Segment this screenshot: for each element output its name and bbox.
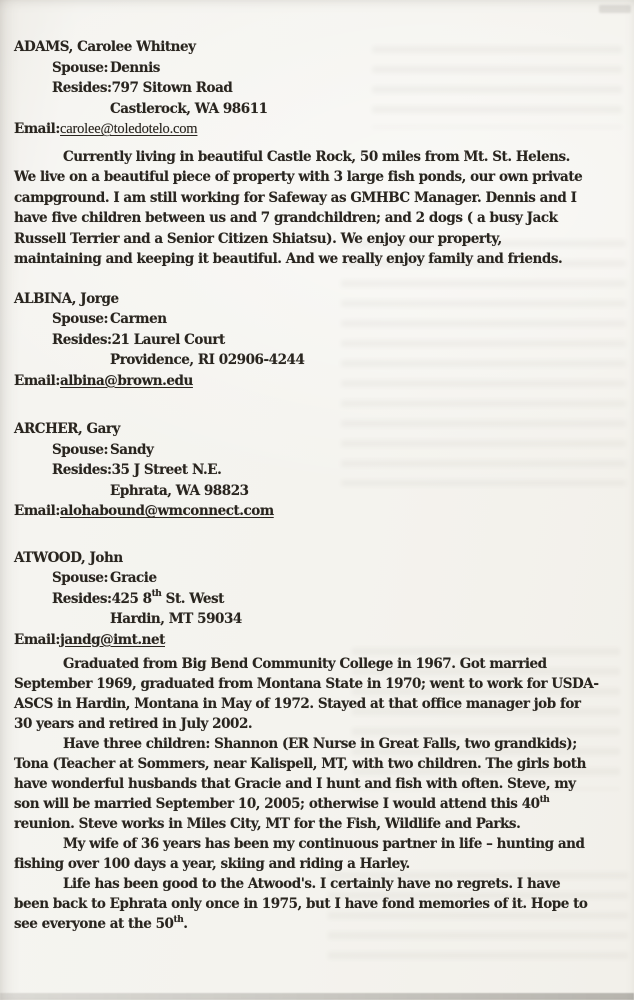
email-address: jandg@imt.net bbox=[60, 631, 165, 648]
directory-entry bbox=[14, 289, 618, 392]
bio-line: fishing over 100 days a year, skiing and riding a Harley. bbox=[14, 856, 410, 872]
entry-email-line bbox=[14, 371, 618, 392]
entry-spouse-line bbox=[52, 440, 618, 461]
entry-email-line bbox=[14, 630, 618, 651]
bio-line: My wife of 36 years has been my continuous partner in life – hunting and bbox=[63, 836, 585, 852]
bio-line: Currently living in beautiful Castle Rock, 50 miles from Mt. St. Helens. bbox=[63, 148, 570, 165]
bio-line: Have three children: Shannon (ER Nurse in Great Falls, two grandkids); bbox=[63, 736, 577, 752]
email-label: Email: bbox=[14, 372, 60, 389]
bio-line: September 1969, graduated from Montana State in 1970; went to work for USDA- bbox=[14, 676, 599, 692]
address-line1: 21 Laurel Court bbox=[111, 331, 225, 348]
bio-paragraph bbox=[14, 147, 618, 270]
spouse-label: Spouse: bbox=[52, 441, 109, 458]
address-line1: 35 J Street N.E. bbox=[111, 462, 222, 478]
page-edge-shadow bbox=[0, 993, 634, 1000]
address-line2: Ephrata, WA 98823 bbox=[110, 482, 249, 499]
entry-name: ADAMS, Carolee Whitney bbox=[14, 39, 196, 55]
email-label: Email: bbox=[14, 503, 60, 519]
bio-line: We live on a beautiful piece of property with 3 large fish ponds, our own private bbox=[14, 169, 583, 185]
entry-name: ALBINA, Jorge bbox=[14, 290, 119, 307]
entry-spouse-line bbox=[52, 58, 618, 79]
resides-label: Resides: bbox=[52, 80, 112, 96]
email-address: alohabound@wmconnect.com bbox=[60, 503, 274, 519]
resides-label: Resides: bbox=[52, 331, 112, 348]
address-line2: Providence, RI 02906-4244 bbox=[110, 352, 305, 368]
bio-line: ASCS in Hardin, Montana in May of 1972. Stayed at that office manager job for bbox=[14, 696, 581, 712]
bio-line: have five children between us and 7 grandchildren; and 2 dogs ( a busy Jack bbox=[14, 210, 558, 226]
entry-spouse-line bbox=[52, 568, 618, 589]
spouse-value: Gracie bbox=[110, 570, 157, 586]
bio-line: Life has been good to the Atwood's. I certainly have no regrets. I have bbox=[63, 876, 561, 892]
spouse-value: Sandy bbox=[110, 441, 154, 458]
bio-line: Graduated from Big Bend Community College in 1967. Got married bbox=[63, 656, 547, 672]
email-address: carolee@toledotelo.com bbox=[60, 121, 198, 137]
address-line2: Castlerock, WA 98611 bbox=[110, 100, 268, 117]
bio-line: see everyone at the 50th. bbox=[14, 914, 188, 932]
spouse-label: Spouse: bbox=[52, 570, 109, 586]
bio-line: reunion. Steve works in Miles City, MT for the Fish, Wildlife and Parks. bbox=[14, 816, 521, 832]
entry-resides-line bbox=[52, 330, 618, 351]
bio-line: have wonderful husbands that Gracie and I hunt and fish with often. Steve, my bbox=[14, 776, 576, 792]
bio-line: Tona (Teacher at Sommers, near Kalispell, MT, with two children. The girls both bbox=[14, 756, 586, 772]
bio-paragraph bbox=[14, 834, 618, 874]
resides-label: Resides: bbox=[52, 590, 112, 607]
bio-paragraph bbox=[14, 734, 618, 834]
email-label: Email: bbox=[14, 631, 60, 648]
spouse-label: Spouse: bbox=[52, 59, 109, 76]
email-label: Email: bbox=[14, 121, 60, 137]
email-address: albina@brown.edu bbox=[60, 372, 193, 389]
bio-line: maintaining and keeping it beautiful. And we really enjoy family and friends. bbox=[14, 251, 563, 267]
entry-resides-line bbox=[52, 589, 618, 610]
spouse-value: Carmen bbox=[110, 311, 167, 327]
entry-resides-line bbox=[52, 78, 618, 99]
spouse-label: Spouse: bbox=[52, 311, 109, 327]
spouse-value: Dennis bbox=[110, 59, 160, 76]
entry-name: ARCHER, Gary bbox=[14, 421, 120, 437]
scan-smudge-artifact bbox=[599, 5, 631, 13]
directory-entry bbox=[14, 548, 618, 935]
bio-line: campground. I am still working for Safeway as GMHBC Manager. Dennis and I bbox=[14, 189, 577, 206]
address-line2: Hardin, MT 59034 bbox=[110, 611, 242, 627]
entry-bio bbox=[14, 654, 618, 934]
bio-paragraph bbox=[14, 874, 618, 934]
entry-email-line bbox=[14, 119, 618, 140]
bio-line: 30 years and retired in July 2002. bbox=[14, 716, 253, 732]
directory-entry bbox=[14, 37, 618, 270]
bio-line: son will be married September 10, 2005; otherwise I would attend this 40th bbox=[14, 794, 550, 812]
directory-entry bbox=[14, 419, 618, 522]
entry-spouse-line bbox=[52, 309, 618, 330]
address-line1: 425 8th St. West bbox=[111, 589, 224, 607]
entry-resides-line bbox=[52, 460, 618, 481]
entry-name: ATWOOD, John bbox=[14, 549, 123, 566]
entry-email-line bbox=[14, 501, 618, 522]
bio-line: Russell Terrier and a Senior Citizen Shiatsu). We enjoy our property, bbox=[14, 230, 502, 247]
address-line1: 797 Sitown Road bbox=[111, 80, 233, 96]
bio-line: been back to Ephrata only once in 1975, but I have fond memories of it. Hope to bbox=[14, 896, 588, 912]
resides-label: Resides: bbox=[52, 462, 112, 478]
bio-paragraph bbox=[14, 654, 618, 734]
entry-bio bbox=[14, 147, 618, 270]
